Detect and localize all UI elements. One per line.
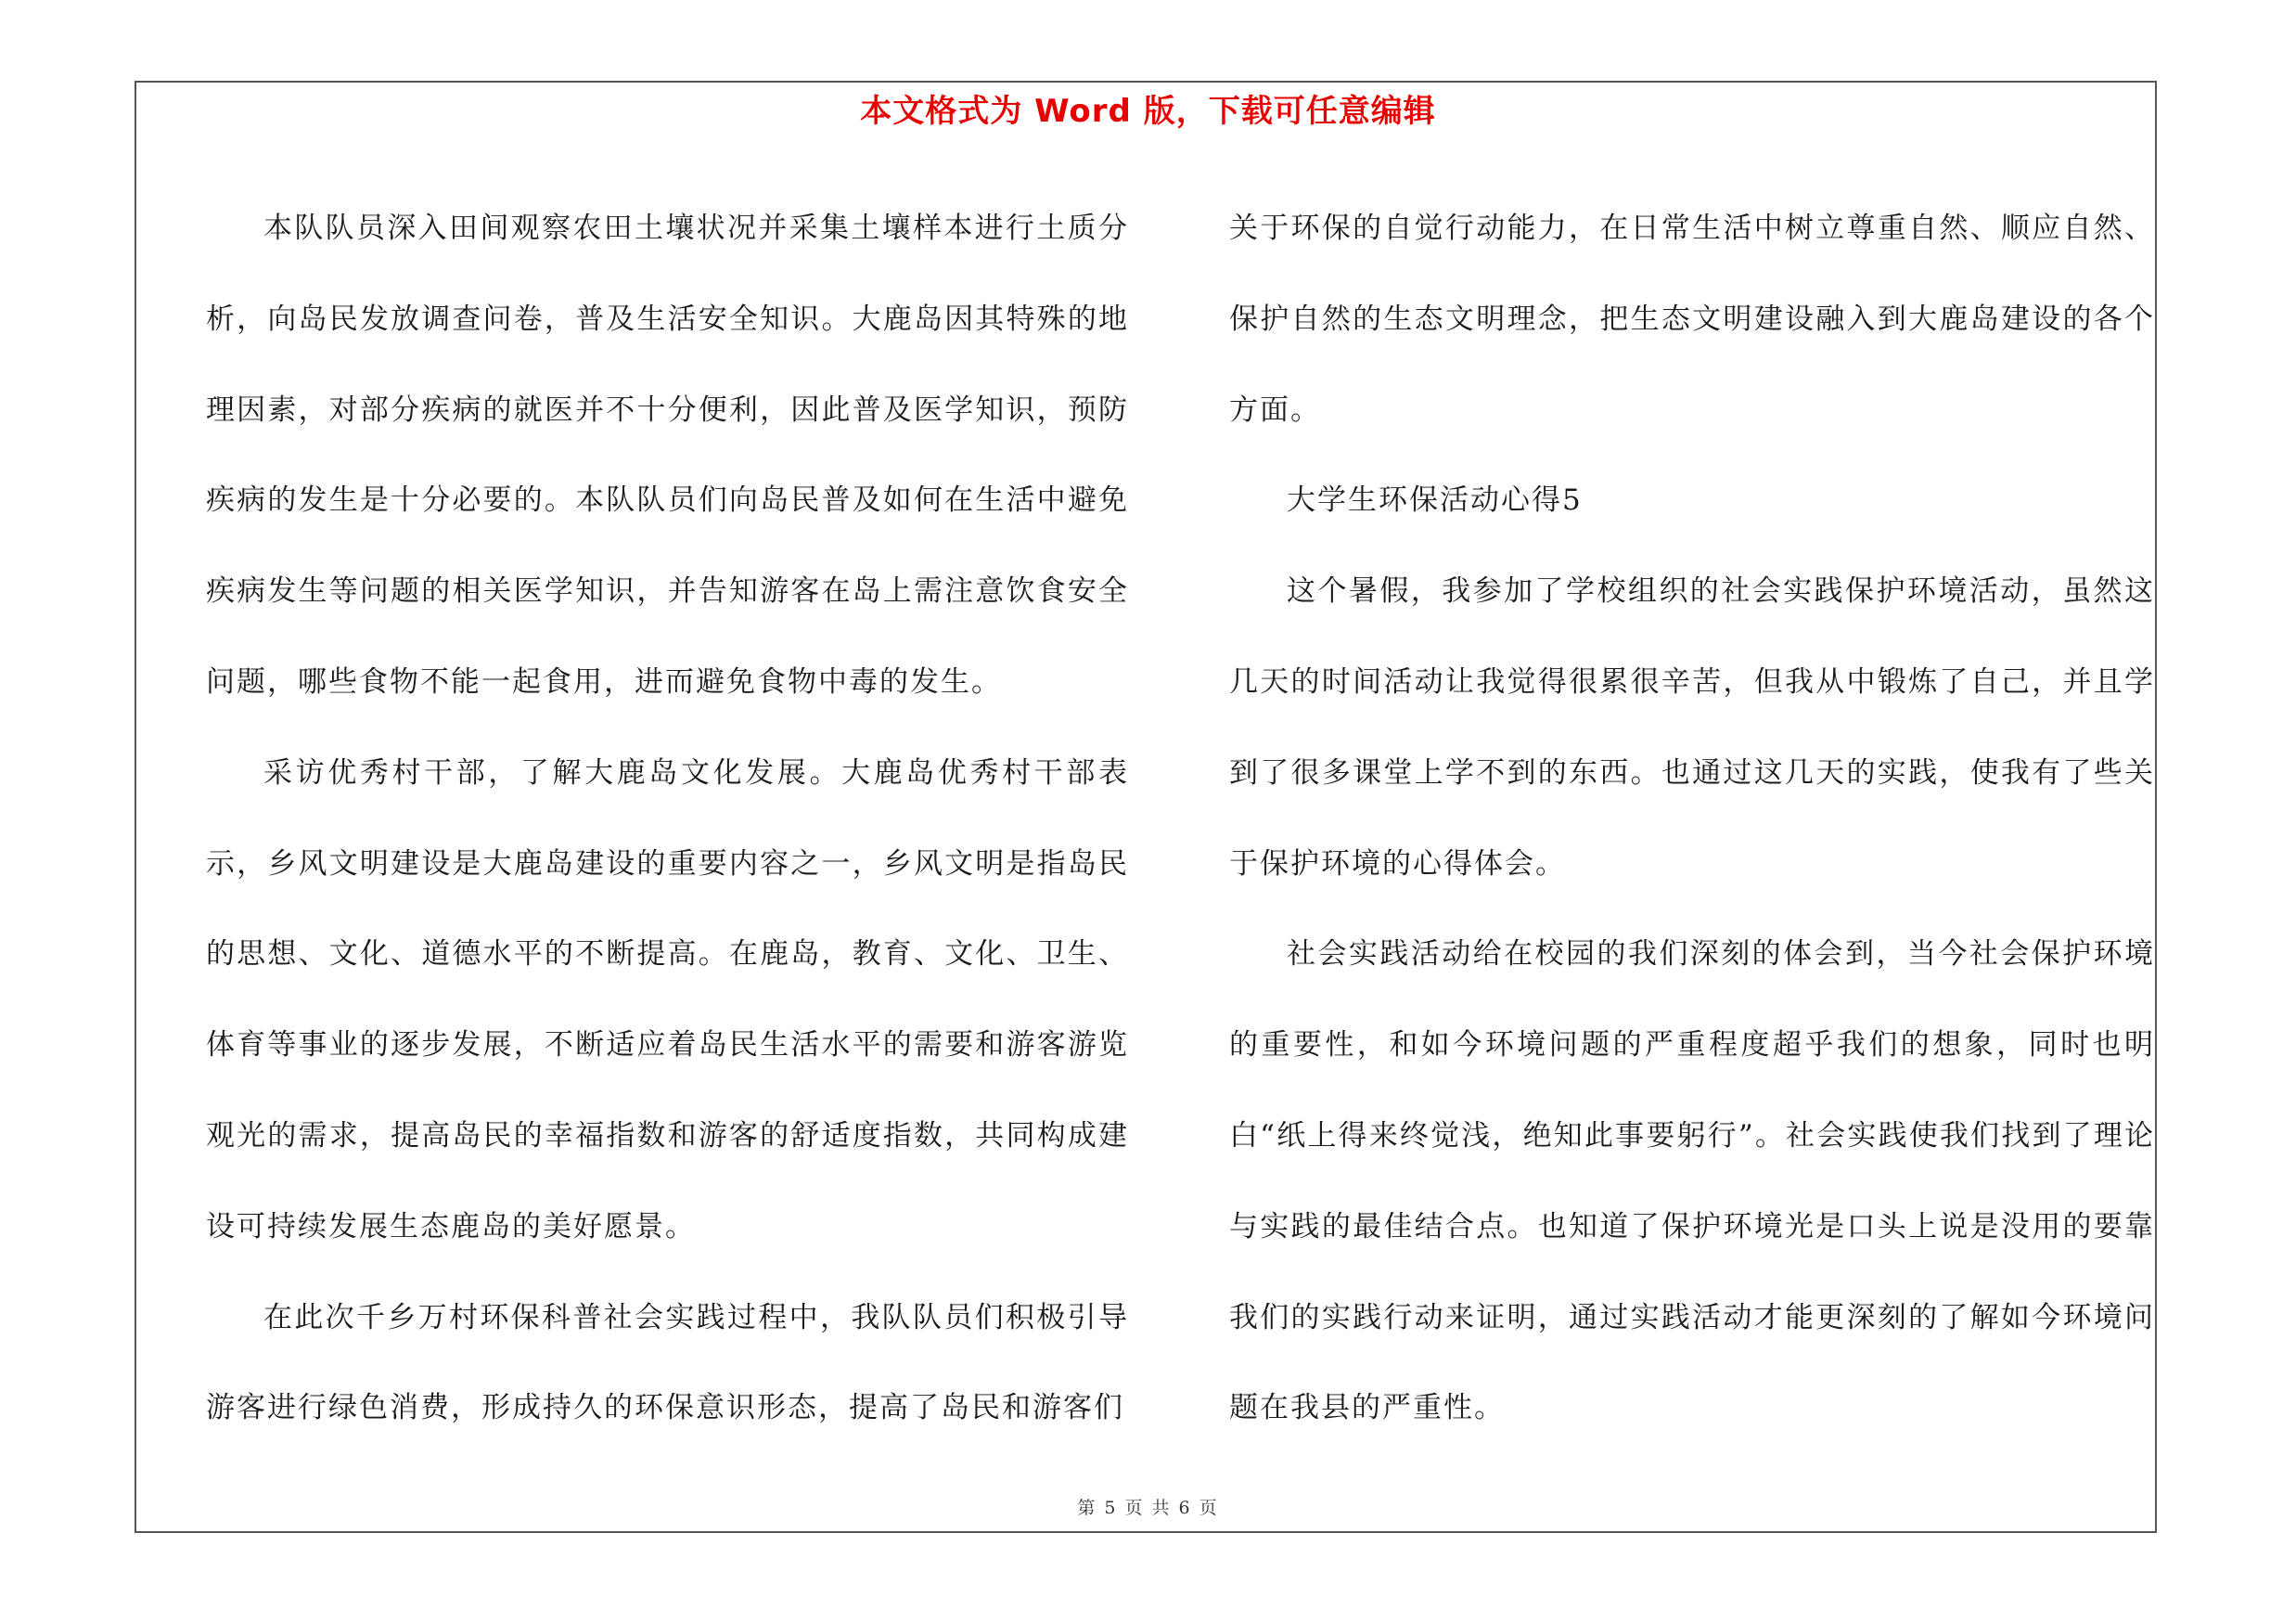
paragraph: 这个暑假，我参加了学校组织的社会实践保护环境活动，虽然这几天的时间活动让我觉得很累很辛苦，但我从中锻炼了自己，并且学到了很多课堂上学不到的东西。也通过这几天的实践，使我有了些关于保护环境的心得体会。 (1229, 574, 2155, 881)
right-column (1229, 184, 2155, 1454)
word-format-banner: 本文格式为 Word 版，下载可任意编辑 (860, 93, 1436, 130)
paragraph: 采访优秀村干部，了解大鹿岛文化发展。大鹿岛优秀村干部表示，乡风文明建设是大鹿岛建设的重要内容之一，乡风文明是指岛民的思想、文化、道德水平的不断提高。在鹿岛，教育、文化、卫生、体育等事业的逐步发展，不断适应着岛民生活水平的需要和游客游览观光的需求，提高岛民的幸福指数和游客的舒适度指数，共同构成建设可持续发展生态鹿岛的美好愿景。 (206, 755, 1129, 1243)
left-column (206, 184, 1129, 1454)
section-heading: 大学生环保活动心得5 (1287, 483, 1583, 518)
paragraph: 社会实践活动给在校园的我们深刻的体会到，当今社会保护环境的重要性，和如今环境问题的严重程度超乎我们的想象，同时也明白“纸上得来终觉浅，绝知此事要躬行”。社会实践使我们找到了理论与实践的最佳结合点。也知道了保护环境光是口头上说是没用的要靠我们的实践行动来证明，通过实践活动才能更深刻的了解如今环境问题在我县的严重性。 (1229, 937, 2155, 1425)
paragraph: 本队队员深入田间观察农田土壤状况并采集土壤样本进行土质分析，向岛民发放调查问卷，普及生活安全知识。大鹿岛因其特殊的地理因素，对部分疾病的就医并不十分便利，因此普及医学知识，预防疾病的发生是十分必要的。本队队员们向岛民普及如何在生活中避免疾病发生等问题的相关医学知识，并告知游客在岛上需注意饮食安全问题，哪些食物不能一起食用，进而避免食物中毒的发生。 (206, 212, 1129, 699)
page-number-footer: 第 5 页 共 6 页 (1077, 1498, 1219, 1518)
paragraph: 在此次千乡万村环保科普社会实践过程中，我队队员们积极引导游客进行绿色消费，形成持久的环保意识形态，提高了岛民和游客们 (206, 1300, 1129, 1425)
paragraph-continued: 关于环保的自觉行动能力，在日常生活中树立尊重自然、顺应自然、保护自然的生态文明理念，把生态文明建设融入到大鹿岛建设的各个方面。 (1229, 212, 2155, 427)
